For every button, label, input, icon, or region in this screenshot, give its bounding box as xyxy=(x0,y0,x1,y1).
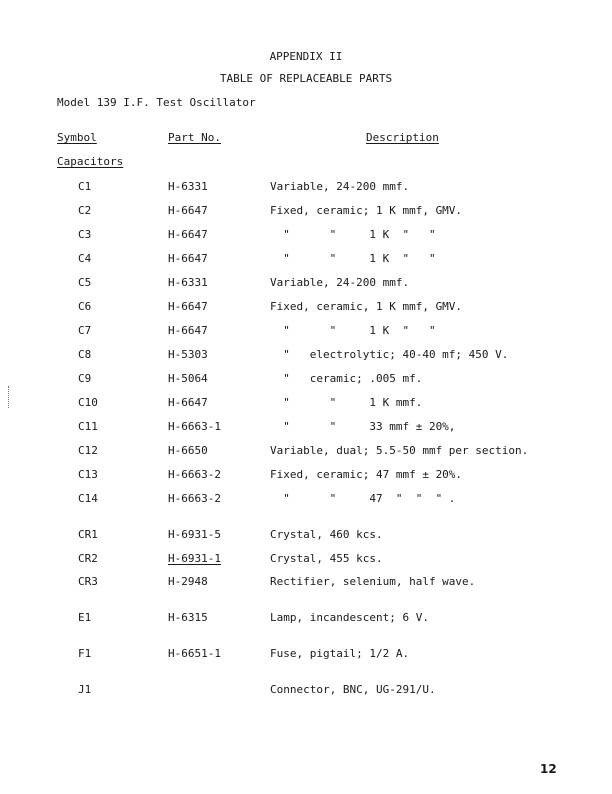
row-part-number: H-6647 xyxy=(168,324,208,337)
row-part-number: H-2948 xyxy=(168,575,208,588)
row-symbol: CR1 xyxy=(78,528,98,541)
row-symbol: C9 xyxy=(78,372,92,385)
table-row xyxy=(0,611,612,627)
table-row xyxy=(0,683,612,699)
row-symbol: C1 xyxy=(78,180,92,193)
column-header-description: Description xyxy=(366,131,439,144)
table-row xyxy=(0,647,612,663)
table-row xyxy=(0,444,612,460)
row-description: Fixed, ceramic; 47 mmf ± 20%. xyxy=(270,468,463,481)
row-part-number: H-6647 xyxy=(168,228,208,241)
page-number: 12 xyxy=(540,762,557,776)
row-part-number: H-6315 xyxy=(168,611,208,624)
row-description: Crystal, 455 kcs. xyxy=(270,552,383,565)
section-capacitors: Capacitors xyxy=(57,155,124,168)
table-row xyxy=(0,228,612,244)
row-description: Connector, BNC, UG-291/U. xyxy=(270,683,436,696)
row-part-number: H-6663-2 xyxy=(168,468,221,481)
table-row xyxy=(0,204,612,220)
row-symbol: C10 xyxy=(78,396,98,409)
row-symbol: C14 xyxy=(78,492,98,505)
row-part-number: H-6331 xyxy=(168,180,208,193)
row-part-number: H-6647 xyxy=(168,252,208,265)
row-part-number: H-6647 xyxy=(168,300,208,313)
row-symbol: C2 xyxy=(78,204,92,217)
table-row xyxy=(0,348,612,364)
row-description: Rectifier, selenium, half wave. xyxy=(270,575,476,588)
row-part-number: H-6663-2 xyxy=(168,492,221,505)
row-symbol: C6 xyxy=(78,300,92,313)
row-part-number: H-6663-1 xyxy=(168,420,221,433)
table-row xyxy=(0,420,612,436)
table-row xyxy=(0,575,612,591)
row-symbol: F1 xyxy=(78,647,92,660)
model-title: Model 139 I.F. Test Oscillator xyxy=(57,96,256,109)
table-row xyxy=(0,492,612,508)
table-row xyxy=(0,324,612,340)
row-description: " ceramic; .005 mf. xyxy=(270,372,423,385)
row-part-number: H-6331 xyxy=(168,276,208,289)
table-row xyxy=(0,372,612,388)
row-description: " " 1 K " " xyxy=(270,324,436,337)
row-description: Variable, dual; 5.5-50 mmf per section. xyxy=(270,444,529,457)
scan-artifact xyxy=(8,386,10,408)
table-row xyxy=(0,528,612,544)
column-header-part: Part No. xyxy=(168,131,221,144)
row-part-number: H-6931-5 xyxy=(168,528,221,541)
row-part-number: H-6647 xyxy=(168,396,208,409)
row-symbol: C12 xyxy=(78,444,98,457)
row-description: " electrolytic; 40-40 mf; 450 V. xyxy=(270,348,509,361)
row-part-number: H-5303 xyxy=(168,348,208,361)
row-symbol: E1 xyxy=(78,611,92,624)
column-header-symbol: Symbol xyxy=(57,131,97,144)
row-description: " " 1 K " " xyxy=(270,252,436,265)
appendix-heading: APPENDIX II xyxy=(269,50,343,63)
row-description: " " 1 K " " xyxy=(270,228,436,241)
row-part-number: H-6650 xyxy=(168,444,208,457)
table-row xyxy=(0,396,612,412)
row-description: Variable, 24-200 mmf. xyxy=(270,276,410,289)
row-symbol: C4 xyxy=(78,252,92,265)
row-symbol: C7 xyxy=(78,324,92,337)
row-description: Fixed, ceramic; 1 K mmf, GMV. xyxy=(270,204,463,217)
table-row xyxy=(0,552,612,568)
row-part-number: H-6647 xyxy=(168,204,208,217)
row-part-number: H-6651-1 xyxy=(168,647,221,660)
row-symbol: C5 xyxy=(78,276,92,289)
table-row xyxy=(0,468,612,484)
table-row xyxy=(0,180,612,196)
row-part-number: H-5064 xyxy=(168,372,208,385)
row-description: Variable, 24-200 mmf. xyxy=(270,180,410,193)
row-description: Lamp, incandescent; 6 V. xyxy=(270,611,429,624)
table-title: TABLE OF REPLACEABLE PARTS xyxy=(219,72,393,85)
row-description: Fixed, ceramic, 1 K mmf, GMV. xyxy=(270,300,463,313)
row-symbol: C8 xyxy=(78,348,92,361)
row-symbol: CR3 xyxy=(78,575,98,588)
table-row xyxy=(0,276,612,292)
row-part-number: H-6931-1 xyxy=(168,552,221,565)
table-row xyxy=(0,300,612,316)
row-description: " " 33 mmf ± 20%, xyxy=(270,420,456,433)
row-description: Crystal, 460 kcs. xyxy=(270,528,383,541)
row-description: Fuse, pigtail; 1/2 A. xyxy=(270,647,410,660)
table-row xyxy=(0,252,612,268)
row-description: " " 47 " " " . xyxy=(270,492,456,505)
row-symbol: C13 xyxy=(78,468,98,481)
row-symbol: CR2 xyxy=(78,552,98,565)
row-symbol: J1 xyxy=(78,683,92,696)
row-symbol: C3 xyxy=(78,228,92,241)
row-description: " " 1 K mmf. xyxy=(270,396,423,409)
row-symbol: C11 xyxy=(78,420,98,433)
